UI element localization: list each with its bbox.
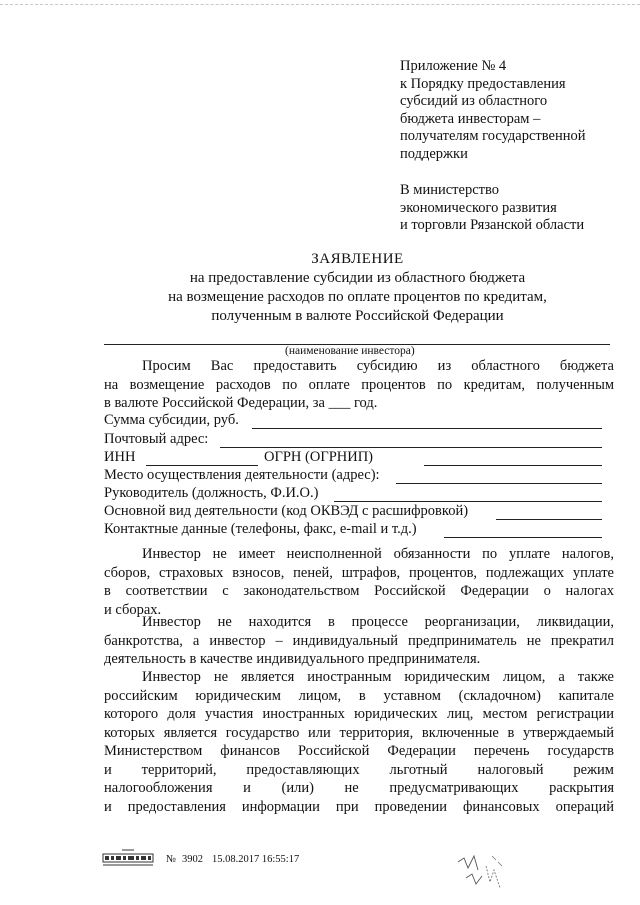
investor-caption: (наименование инвестора) — [285, 345, 415, 357]
appendix-line: получателям государственной — [400, 128, 586, 144]
location-field[interactable] — [396, 483, 602, 484]
registration-number: 3902 — [182, 854, 203, 865]
head-field[interactable] — [334, 501, 602, 502]
location-label: Место осуществления деятельности (адрес): — [104, 467, 380, 483]
title-line: на возмещение расходов по оплате процентов по кредитам, — [168, 289, 547, 305]
title-line: на предоставление субсидии из областного бюджета — [189, 270, 526, 286]
addressee-line: и торговли Рязанской области — [400, 217, 585, 233]
paragraph-line: и предоставления информации при проведении финансовых операций — [104, 798, 614, 815]
paragraph-line: налогообложения и (или) не предусматривающих раскрытия — [104, 780, 614, 796]
scan-top-edge — [0, 4, 640, 5]
paragraph-line: деятельность в качестве индивидуального предпринимателя. — [104, 651, 481, 667]
registration-mark: № — [166, 854, 177, 865]
request-line: в валюте Российской Федерации, за ___ год. — [104, 395, 378, 411]
paragraph-line: которых является государство или территория, включенные в утверждаемый — [104, 724, 614, 741]
head-label: Руководитель (должность, Ф.И.О.) — [104, 485, 319, 501]
addressee-line: В министерство — [400, 182, 499, 198]
no-debt-paragraph — [104, 545, 614, 619]
title-heading: ЗАЯВЛЕНИЕ — [311, 251, 404, 267]
appendix-line: Приложение № 4 — [400, 58, 507, 74]
document-title — [100, 250, 615, 326]
paragraph-line: российским юридическим лицом, в уставном (складочном) капитале — [104, 687, 614, 704]
not-foreign-paragraph — [104, 668, 614, 816]
okved-field[interactable] — [496, 519, 602, 520]
contacts-field[interactable] — [444, 537, 602, 538]
request-line: на возмещение расходов по оплате процентов по кредитам, полученным — [104, 376, 614, 393]
paragraph-line: в соответствии с законодательством Российской Федерации о налогах — [104, 583, 614, 599]
postal-address-label: Почтовый адрес: — [104, 431, 209, 447]
request-paragraph — [104, 357, 614, 413]
title-line: полученным в валюте Российской Федерации — [211, 308, 504, 324]
contacts-label: Контактные данные (телефоны, факс, e-mail и т.д.) — [104, 521, 417, 537]
handwritten-signature-icon — [452, 848, 532, 898]
okved-label: Основной вид деятельности (код ОКВЭД с расшифровкой) — [104, 503, 469, 519]
appendix-line: поддержки — [400, 145, 468, 162]
paragraph-line: и сборах. — [104, 601, 162, 618]
paragraph-line: и территорий, предоставляющих льготный налоговый режим — [104, 761, 614, 778]
appendix-block — [400, 58, 625, 163]
appendix-line: субсидий из областного — [400, 93, 548, 109]
paragraph-line: Министерством финансов Российской Федерации перечень государств — [104, 743, 614, 759]
paragraph-line: банкротства, а инвестор – индивидуальный предприниматель не прекратил — [104, 632, 614, 649]
addressee-line: экономического развития — [400, 199, 557, 216]
subsidy-amount-field[interactable] — [252, 428, 602, 429]
registration-datetime: 15.08.2017 16:55:17 — [212, 854, 300, 865]
paragraph-line: Инвестор не находится в процессе реорганизации, ликвидации, — [142, 614, 614, 630]
request-line: Просим Вас предоставить субсидию из областного бюджета — [142, 358, 614, 374]
ogrn-field[interactable] — [424, 465, 602, 466]
subsidy-amount-label: Сумма субсидии, руб. — [104, 412, 239, 428]
paragraph-line: которого доля участия иностранных юридических лиц, местом регистрации — [104, 706, 614, 722]
appendix-line: к Порядку предоставления — [400, 75, 566, 92]
inn-label: ИНН — [104, 449, 136, 465]
no-reorganization-paragraph — [104, 613, 614, 669]
postal-address-field[interactable] — [220, 447, 602, 448]
addressee-block — [400, 182, 625, 235]
registry-logo-icon — [102, 848, 154, 868]
paragraph-line: сборов, страховых взносов, пеней, штрафов, процентов, подлежащих уплате — [104, 564, 614, 581]
ogrn-label: ОГРН (ОГРНИП) — [264, 449, 374, 465]
inn-field[interactable] — [146, 465, 258, 466]
paragraph-line: Инвестор не имеет неисполненной обязанности по уплате налогов, — [142, 546, 614, 562]
appendix-line: бюджета инвесторам – — [400, 110, 541, 127]
paragraph-line: Инвестор не является иностранным юридическим лицом, а также — [142, 669, 614, 685]
